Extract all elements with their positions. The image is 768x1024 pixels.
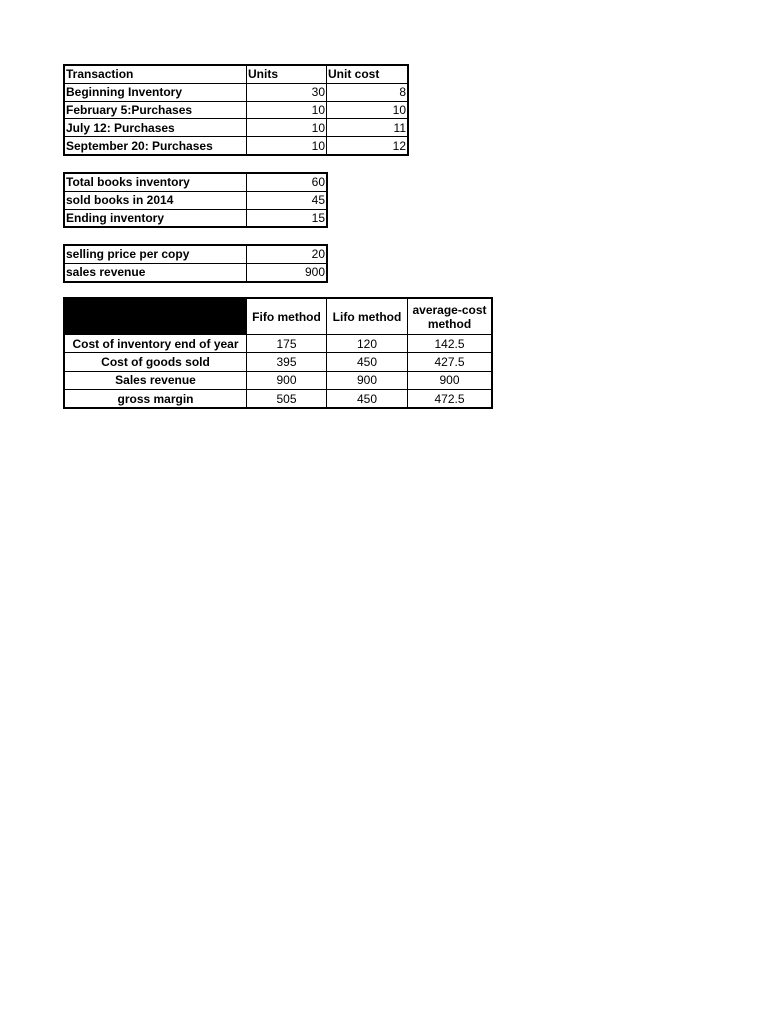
row-units: 10 (247, 137, 327, 155)
row-fifo: 505 (247, 389, 327, 407)
table-header-row (65, 66, 408, 84)
header-fifo: Fifo method (247, 299, 327, 335)
row-label: September 20: Purchases (65, 137, 247, 155)
row-label: Sales revenue (65, 371, 247, 389)
row-lifo: 450 (327, 389, 408, 407)
row-label: Cost of goods sold (65, 353, 247, 371)
row-lifo: 450 (327, 353, 408, 371)
table-row (65, 335, 492, 353)
row-value: 15 (247, 209, 327, 227)
row-unit-cost: 11 (327, 119, 408, 137)
method-comparison-table (64, 298, 492, 408)
row-units: 30 (247, 83, 327, 101)
row-average-cost: 427.5 (408, 353, 492, 371)
row-value: 900 (247, 263, 327, 281)
header-lifo: Lifo method (327, 299, 408, 335)
row-label: sold books in 2014 (65, 191, 247, 209)
row-label: gross margin (65, 389, 247, 407)
header-average-cost: average-cost method (408, 299, 492, 335)
header-units: Units (247, 66, 327, 84)
table-header-row (65, 299, 492, 335)
header-corner-cell (65, 299, 247, 335)
sales-table (64, 245, 327, 282)
table-row (65, 83, 408, 101)
row-label: Cost of inventory end of year (65, 335, 247, 353)
row-fifo: 395 (247, 353, 327, 371)
table-row (65, 101, 408, 119)
table-row (65, 371, 492, 389)
row-value: 60 (247, 174, 327, 192)
table-row (65, 137, 408, 155)
table-row (65, 119, 408, 137)
table-row (65, 209, 327, 227)
row-label: Total books inventory (65, 174, 247, 192)
table-row (65, 174, 327, 192)
row-label: February 5:Purchases (65, 101, 247, 119)
row-value: 45 (247, 191, 327, 209)
row-label: Ending inventory (65, 209, 247, 227)
row-lifo: 120 (327, 335, 408, 353)
table-row (65, 191, 327, 209)
row-lifo: 900 (327, 371, 408, 389)
row-average-cost: 142.5 (408, 335, 492, 353)
row-label: selling price per copy (65, 246, 247, 264)
table-row (65, 353, 492, 371)
row-label: July 12: Purchases (65, 119, 247, 137)
row-average-cost: 472.5 (408, 389, 492, 407)
table-row (65, 389, 492, 407)
row-label: Beginning Inventory (65, 83, 247, 101)
header-transaction: Transaction (65, 66, 247, 84)
row-fifo: 175 (247, 335, 327, 353)
row-unit-cost: 10 (327, 101, 408, 119)
row-units: 10 (247, 101, 327, 119)
header-unit-cost: Unit cost (327, 66, 408, 84)
row-label: sales revenue (65, 263, 247, 281)
row-unit-cost: 8 (327, 83, 408, 101)
row-fifo: 900 (247, 371, 327, 389)
inventory-totals-table (64, 173, 327, 227)
table-row (65, 263, 327, 281)
row-units: 10 (247, 119, 327, 137)
row-average-cost: 900 (408, 371, 492, 389)
row-value: 20 (247, 246, 327, 264)
row-unit-cost: 12 (327, 137, 408, 155)
transactions-table (64, 65, 408, 155)
table-row (65, 246, 327, 264)
